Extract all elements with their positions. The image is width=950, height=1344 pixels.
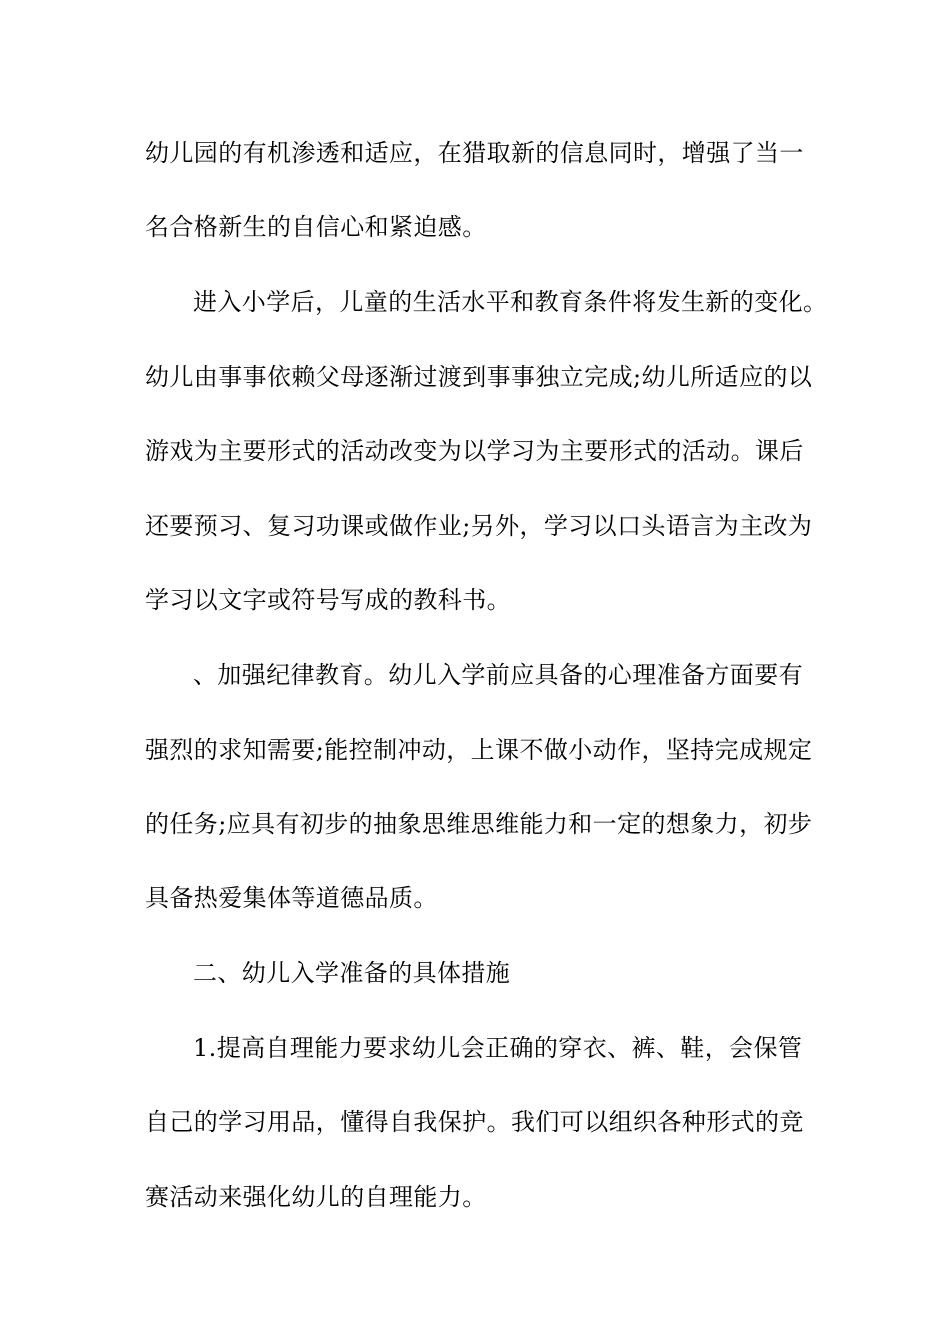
text-line-3: 进入小学后，儿童的生活水平和教育条件将发生新的变化。 (193, 288, 828, 316)
text-line-9: 强烈的求知需要;能控制冲动，上课不做小动作，坚持完成规定 (145, 736, 813, 764)
text-line-11: 具备热爱集体等道德品质。 (145, 884, 438, 912)
text-line-4: 幼儿由事事依赖父母逐渐过渡到事事独立完成;幼儿所适应的以 (145, 363, 813, 391)
text-line-8: 、加强纪律教育。幼儿入学前应具备的心理准备方面要有 (193, 661, 803, 689)
text-line-6: 还要预习、复习功课或做作业;另外，学习以口头语言为主改为 (145, 512, 813, 540)
text-line-13: 1.提高自理能力要求幼儿会正确的穿衣、裤、鞋，会保管 (193, 1034, 803, 1062)
text-line-15: 赛活动来强化幼儿的自理能力。 (145, 1183, 487, 1211)
text-line-5: 游戏为主要形式的活动改变为以学习为主要形式的活动。课后 (145, 437, 804, 465)
text-line-2: 名合格新生的自信心和紧迫感。 (145, 213, 487, 241)
section-heading: 二、幼儿入学准备的具体措施 (193, 959, 511, 987)
text-line-1: 幼儿园的有机渗透和适应，在猎取新的信息同时，增强了当一 (145, 139, 804, 167)
text-line-10: 的任务;应具有初步的抽象思维思维能力和一定的想象力，初步 (145, 810, 813, 838)
text-line-7: 学习以文字或符号写成的教科书。 (145, 586, 511, 614)
text-line-14: 自己的学习用品，懂得自我保护。我们可以组织各种形式的竞 (145, 1108, 804, 1136)
